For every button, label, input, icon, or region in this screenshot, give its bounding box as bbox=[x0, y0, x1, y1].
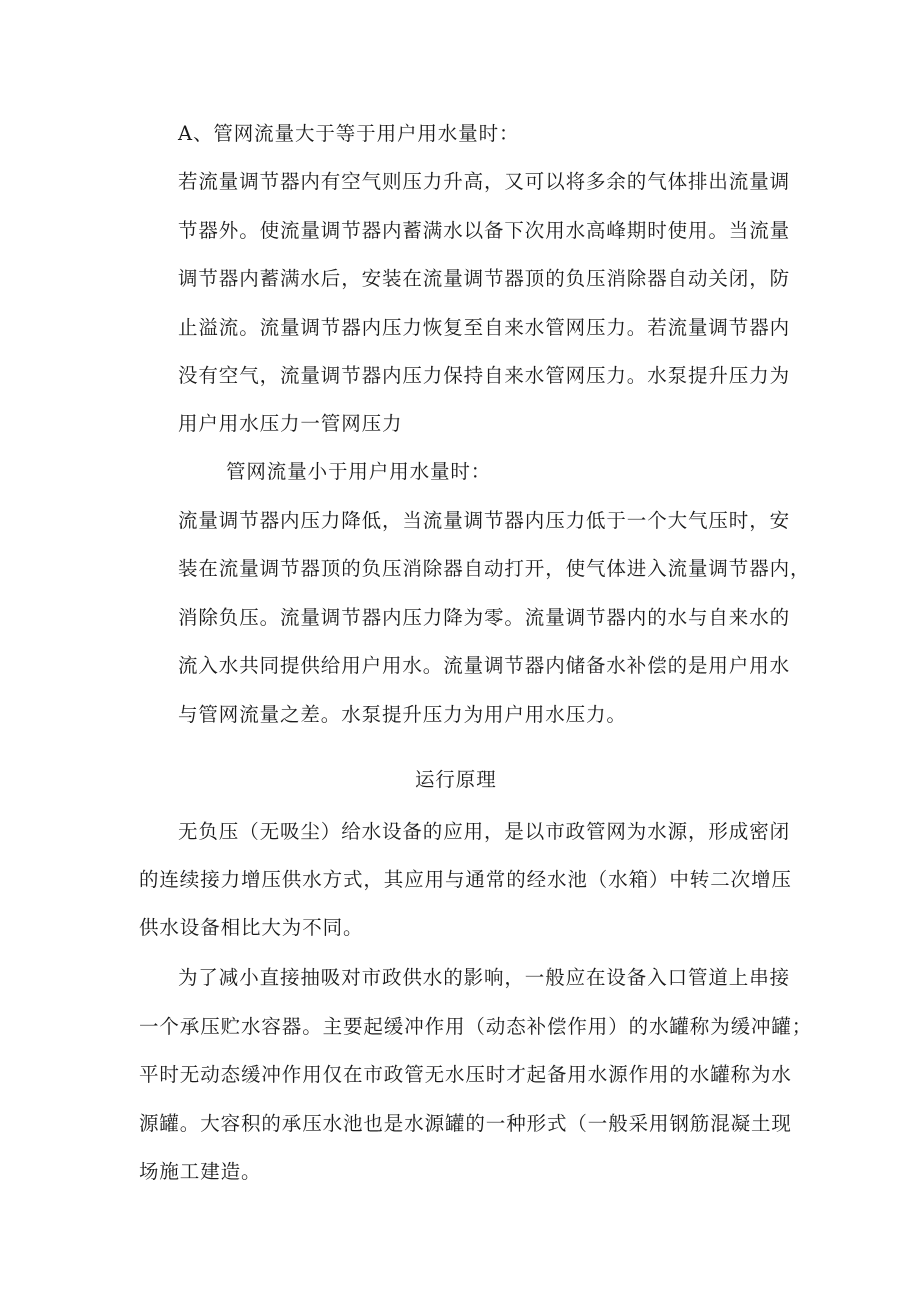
section-a-line: 调节器内蓄满水后，安装在流量调节器顶的负压消除器自动关闭，防 bbox=[178, 267, 791, 290]
section-a-heading: A、管网流量大于等于用户用水量时： bbox=[178, 122, 520, 145]
section-b-heading: 管网流量小于用户用水量时： bbox=[226, 460, 492, 483]
section-b-line: 流量调节器内压力降低，当流量调节器内压力低于一个大气压时，安 bbox=[178, 509, 791, 532]
paragraph-line: 场施工建造。 bbox=[139, 1160, 262, 1183]
section-a-line: 用户用水压力一管网压力 bbox=[178, 412, 403, 435]
paragraph-line: 一个承压贮水容器。主要起缓冲作用（动态补偿作用）的水罐称为缓冲罐； bbox=[139, 1015, 813, 1038]
section-b-line: 消除负压。流量调节器内压力降为零。流量调节器内的水与自来水的 bbox=[178, 606, 791, 629]
section-title: 运行原理 bbox=[415, 768, 497, 791]
section-a-line: 没有空气，流量调节器内压力保持自来水管网压力。水泵提升压力为 bbox=[178, 364, 791, 387]
section-b-line: 装在流量调节器顶的负压消除器自动打开，使气体进入流量调节器内， bbox=[178, 557, 811, 580]
section-a-line: 若流量调节器内有空气则压力升高，又可以将多余的气体排出流量调 bbox=[178, 170, 791, 193]
paragraph-line: 的连续接力增压供水方式，其应用与通常的经水池（水箱）中转二次增压 bbox=[139, 868, 792, 891]
section-b-line: 流入水共同提供给用户用水。流量调节器内储备水补偿的是用户用水 bbox=[178, 654, 791, 677]
section-a-line: 节器外。使流量调节器内蓄满水以备下次用水高峰期时使用。当流量 bbox=[178, 219, 791, 242]
paragraph-line: 供水设备相比大为不同。 bbox=[139, 916, 364, 939]
section-b-line: 与管网流量之差。水泵提升压力为用户用水压力。 bbox=[178, 703, 627, 726]
paragraph-line: 源罐。大容积的承压水池也是水源罐的一种形式（一般采用钢筋混凝土现 bbox=[139, 1112, 792, 1135]
section-a-line: 止溢流。流量调节器内压力恢复至自来水管网压力。若流量调节器内 bbox=[178, 316, 791, 339]
paragraph-line: 平时无动态缓冲作用仅在市政管无水压时才起备用水源作用的水罐称为水 bbox=[139, 1063, 792, 1086]
paragraph-line: 为了减小直接抽吸对市政供水的影响，一般应在设备入口管道上串接 bbox=[178, 966, 791, 989]
paragraph-line: 无负压（无吸尘）给水设备的应用，是以市政管网为水源，形成密闭 bbox=[178, 820, 791, 843]
